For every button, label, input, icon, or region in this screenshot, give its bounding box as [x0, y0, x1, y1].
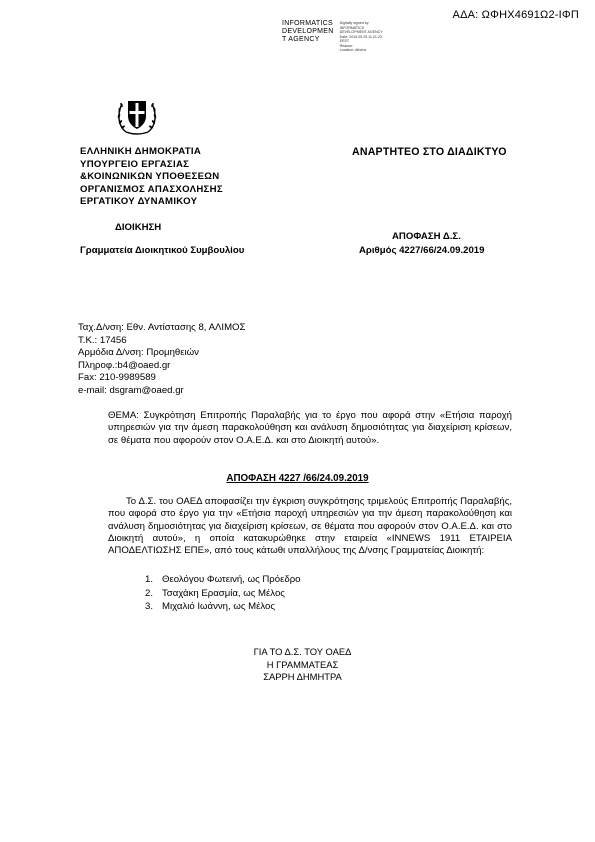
signer-name — [282, 20, 334, 53]
greek-coat-of-arms-icon — [114, 92, 160, 138]
list-item — [145, 573, 301, 587]
signature-detail-line: EEST — [339, 39, 350, 43]
org-line: ΥΠΟΥΡΓΕΙΟ ΕΡΓΑΣΙΑΣ — [80, 158, 190, 170]
organization-header — [80, 146, 223, 209]
publish-online-note: ΑΝΑΡΤΗΤΕΟ ΣΤΟ ΔΙΑΔΙΚΤΥΟ — [352, 146, 507, 158]
info-line: Πληροφ.:b4@oaed.gr — [78, 359, 171, 371]
org-line: ΟΡΓΑΝΙΣΜΟΣ ΑΠΑΣΧΟΛΗΣΗΣ — [80, 183, 223, 195]
decision-number: Αριθμός 4227/66/24.09.2019 — [359, 245, 485, 256]
member-number: 3. — [145, 601, 154, 612]
postal-code-line: Τ.Κ.: 17456 — [78, 334, 127, 346]
decision-title: ΑΠΟΦΑΣΗ 4227 /66/24.09.2019 — [226, 473, 369, 484]
department-label: ΔΙΟΙΚΗΣΗ — [115, 222, 162, 233]
member-text: Θεολόγου Φωτεινή, ως Πρόεδρο — [162, 574, 301, 585]
signer-name-line: INFORMATICS — [282, 20, 334, 27]
signature-block — [0, 646, 595, 684]
org-line: ΕΡΓΑΤΙΚΟΥ ΔΥΝΑΜΙΚΟΥ — [80, 196, 198, 207]
org-line: &ΚΟΙΝΩΝΙΚΩΝ ΥΠΟΘΕΣΕΩΝ — [80, 171, 220, 182]
email-line: e-mail: dsgram@oaed.gr — [78, 384, 184, 396]
address-line: Ταχ.Δ/νση: Εθν. Αντίστασης 8, ΑΛΙΜΟΣ — [78, 322, 246, 333]
fax-line: Fax: 210-9989589 — [78, 372, 156, 383]
signer-name-line: DEVELOPMEN — [282, 28, 334, 35]
member-number: 2. — [145, 587, 154, 599]
signature-detail-line: Location: Athens — [339, 48, 367, 52]
secretariat-label: Γραμματεία Διοικητικού Συμβουλίου — [80, 245, 245, 256]
subject-paragraph: ΘΕΜΑ: Συγκρότηση Επιτροπής Παραλαβής για το έργο που αφορά στην «Ετήσια παροχή υπηρεσιών για την άμεση παρακολούθηση και ανάλυση δημοσιότητας για διαχείριση κρίσεων, σε θέματα που αφορούν στον Ο.Α.Ε.Δ. και στο Διοικητή αυτού». — [108, 410, 512, 446]
signature-line: ΓΙΑ ΤΟ Δ.Σ. ΤΟΥ ΟΑΕΔ — [253, 646, 352, 657]
signature-detail-line: INFORMATICS — [339, 25, 365, 30]
department-line: Αρμόδια Δ/νση: Προμηθειών — [78, 347, 199, 358]
member-text: Μιχαλιό Ιωάννη, ως Μέλος — [162, 601, 275, 612]
signature-line: Η ΓΡΑΜΜΑΤΕΑΣ — [266, 658, 339, 670]
member-number: 1. — [145, 574, 154, 585]
decision-body — [108, 496, 512, 557]
signature-details — [340, 20, 383, 53]
contact-block — [78, 322, 245, 397]
list-item — [145, 600, 301, 614]
signer-name-line: T AGENCY — [282, 36, 320, 43]
ada-code: ΑΔΑ: ΩΦΗΧ4691Ω2-ΙΦΠ — [452, 9, 579, 21]
signature-detail-line: Date: 2019.09.25 11:21:23 — [339, 34, 382, 39]
decision-body-text: Το Δ.Σ. του ΟΑΕΔ αποφασίζει την έγκριση συγκρότησης τριμελούς Επιτροπής Παραλαβής, που αφορά στο έργο για την «Ετήσια παροχή υπηρεσιών για την άμεση παρακολούθηση και ανάλυση δημοσιότητας για διαχείριση κρίσεων, σε θέματα που αφορούν στον Ο.Α.Ε.Δ. και στο Διοικητή αυτού», η οποία κατακυρώθηκε στην εταιρεία «INNEWS 1911 ΕΤΑΙΡΕΙΑ ΑΠΟΔΕΛΤΙΩΣΗΣ ΕΠΕ», από τους κάτωθι υπαλλήλους της Δ/νσης Γραμματείας Διοικητή: — [108, 496, 512, 557]
digital-signature-stamp — [282, 20, 383, 53]
signature-detail-line: DEVELOPMENT AGENCY — [339, 30, 383, 34]
member-text: Τσαχάκη Ερασμία, ως Μέλος — [162, 587, 285, 599]
board-decision-label: ΑΠΟΦΑΣΗ Δ.Σ. — [392, 231, 461, 242]
org-line: ΕΛΛΗΝΙΚΗ ΔΗΜΟΚΡΑΤΙΑ — [80, 146, 202, 157]
list-item — [145, 587, 301, 601]
signature-detail-line: Reason: — [339, 43, 354, 48]
signature-detail-line: Digitally signed by — [339, 21, 369, 25]
signature-line: ΣΑΡΡΗ ΔΗΜΗΤΡΑ — [263, 671, 342, 683]
committee-members-list — [145, 573, 301, 614]
